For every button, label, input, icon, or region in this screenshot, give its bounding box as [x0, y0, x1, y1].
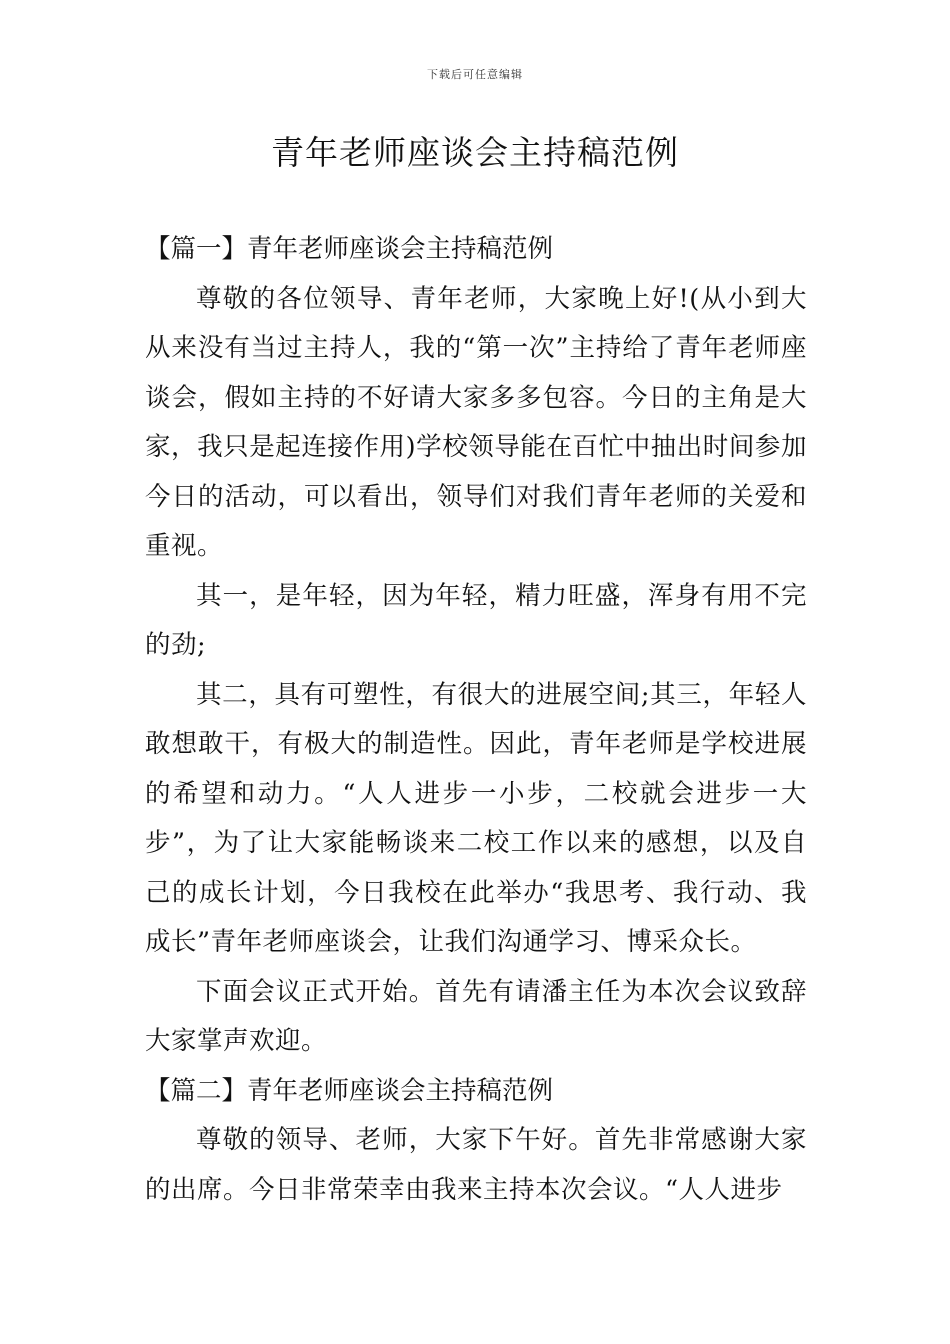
paragraph: 尊敬的各位领导、青年老师，大家晚上好!(从小到大从来没有当过主持人，我的“第一次”主持给了青年老师座谈会，假如主持的不好请大家多多包容。今日的主角是大家，我只是起连接作用)学校领导能在百忙中抽出时间参加今日的活动，可以看出，领导们对我们青年老师的关爱和重视。	[145, 283, 807, 561]
paragraph: 其一，是年轻，因为年轻，精力旺盛，浑身有用不完的劲;	[145, 580, 807, 660]
document-title: 青年老师座谈会主持稿范例	[271, 133, 679, 172]
paragraph: 尊敬的领导、老师，大家下午好。首先非常感谢大家的出席。今日非常荣幸由我来主持本次会议。“人人进步	[145, 1125, 807, 1205]
paragraph: 其二，具有可塑性，有很大的进展空间;其三，年轻人敢想敢干，有极大的制造性。因此，青年老师是学校进展的希望和动力。“人人进步一小步，二校就会进步一大步”，为了让大家能畅谈来二校工作以来的感想，以及自己的成长计划，今日我校在此举办“我思考、我行动、我成长”青年老师座谈会，让我们沟通学习、博采众长。	[145, 679, 807, 957]
section-heading-2: 【篇二】青年老师座谈会主持稿范例	[145, 1075, 554, 1106]
paragraph: 下面会议正式开始。首先有请潘主任为本次会议致辞大家掌声欢迎。	[145, 976, 807, 1056]
document-body	[145, 225, 807, 1215]
header-note: 下载后可任意编辑	[427, 68, 523, 81]
section-heading-1: 【篇一】青年老师座谈会主持稿范例	[145, 234, 554, 264]
